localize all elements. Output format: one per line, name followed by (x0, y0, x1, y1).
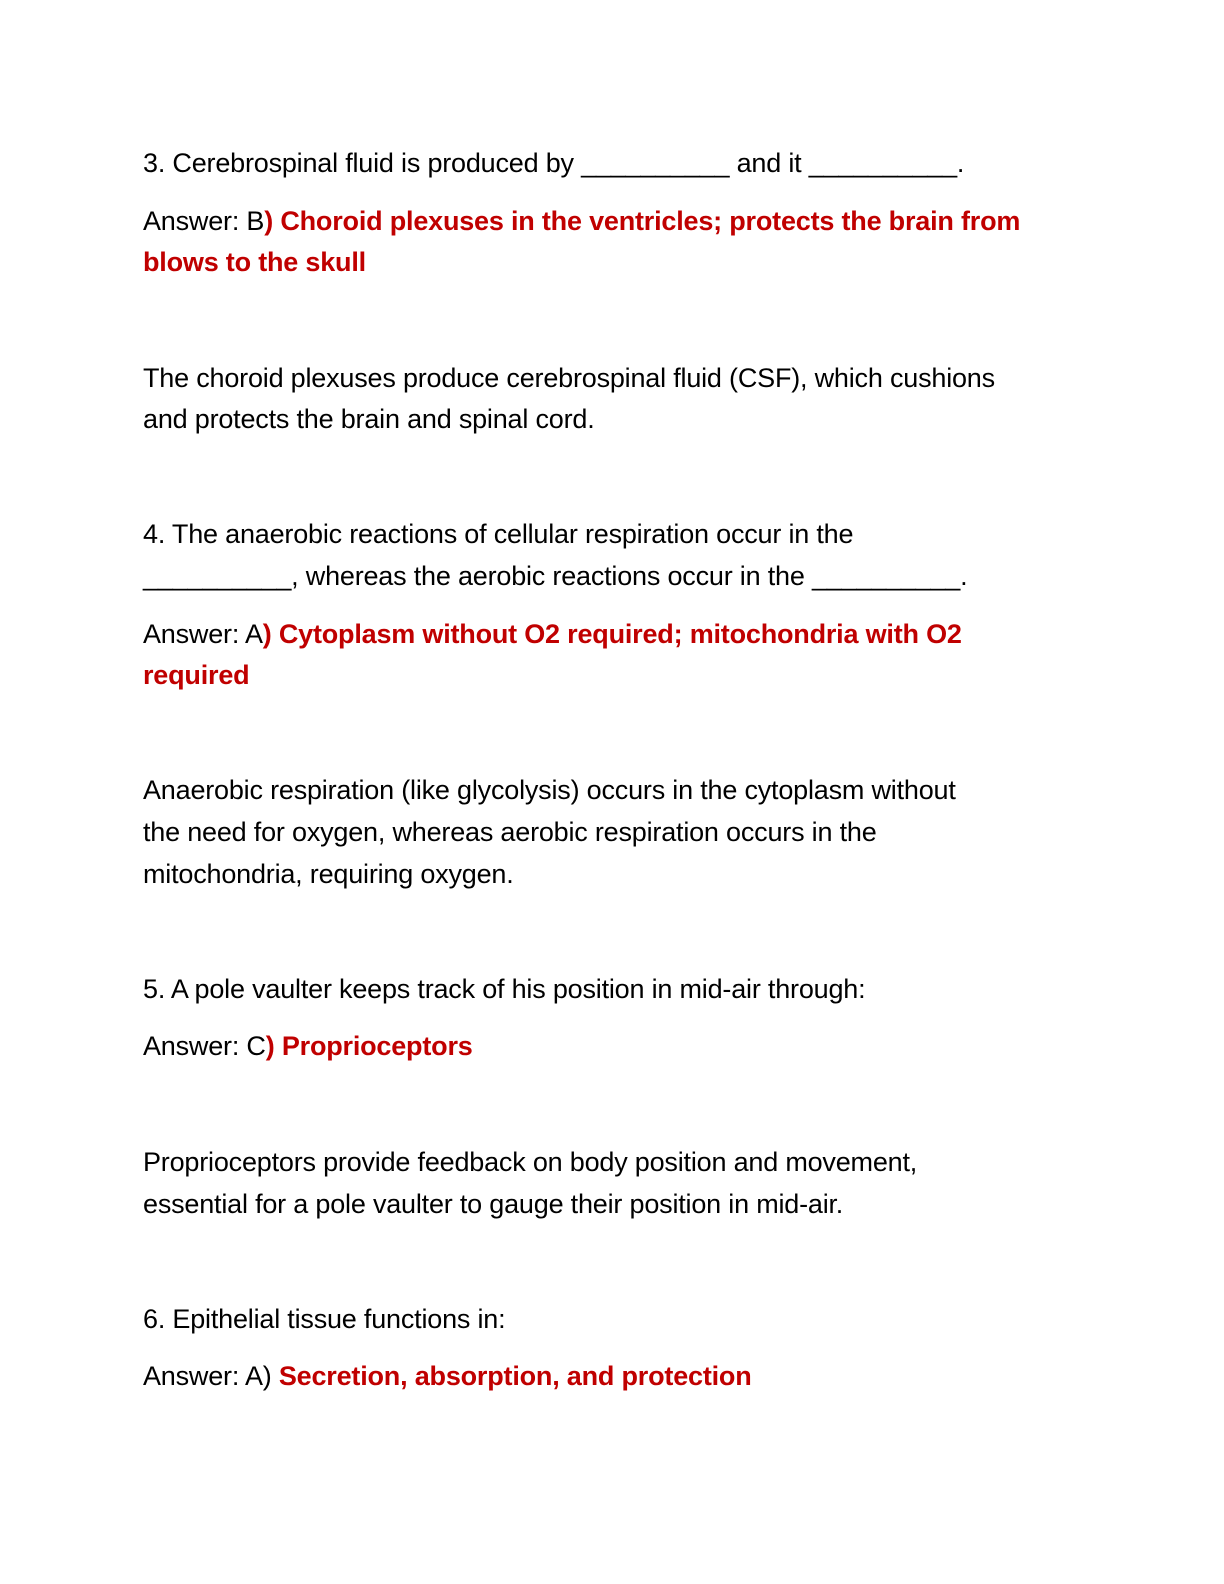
answer-4 (143, 613, 962, 655)
question-4-line2: __________, whereas the aerobic reactions occur in the __________. (143, 561, 968, 591)
answer-3 (143, 200, 1020, 242)
explanation-5-line2: essential for a pole vaulter to gauge their position in mid-air. (143, 1189, 844, 1219)
explanation-4-line3: mitochondria, requiring oxygen. (143, 859, 514, 889)
answer-4-prefix: Answer: A (143, 619, 263, 649)
explanation-3-line2: and protects the brain and spinal cord. (143, 404, 595, 434)
explanation-3-line1: The choroid plexuses produce cerebrospinal fluid (CSF), which cushions (143, 363, 995, 393)
answer-3-text-line2: blows to the skull (143, 247, 366, 277)
answer-4-text-line1: ) Cytoplasm without O2 required; mitochondria with O2 (262, 619, 962, 649)
answer-3-text-line1: ) Choroid plexuses in the ventricles; protects the brain from (264, 206, 1021, 236)
answer-6 (143, 1355, 752, 1397)
answer-5-text: ) Proprioceptors (265, 1031, 473, 1061)
answer-3-prefix: Answer: B (143, 206, 265, 236)
answer-5 (143, 1025, 473, 1067)
question-6: 6. Epithelial tissue functions in: (143, 1304, 506, 1334)
question-3: 3. Cerebrospinal fluid is produced by __________ and it __________. (143, 148, 965, 178)
explanation-5-line1: Proprioceptors provide feedback on body position and movement, (143, 1147, 918, 1177)
answer-6-text: Secretion, absorption, and protection (278, 1361, 752, 1391)
answer-4-text-line2: required (143, 660, 250, 690)
explanation-4-line2: the need for oxygen, whereas aerobic respiration occurs in the (143, 817, 877, 847)
question-5: 5. A pole vaulter keeps track of his position in mid-air through: (143, 974, 866, 1004)
explanation-4-line1: Anaerobic respiration (like glycolysis) occurs in the cytoplasm without (143, 775, 956, 805)
answer-5-prefix: Answer: C (143, 1031, 266, 1061)
question-4-line1: 4. The anaerobic reactions of cellular respiration occur in the (143, 519, 854, 549)
answer-6-prefix: Answer: A) (143, 1361, 279, 1391)
